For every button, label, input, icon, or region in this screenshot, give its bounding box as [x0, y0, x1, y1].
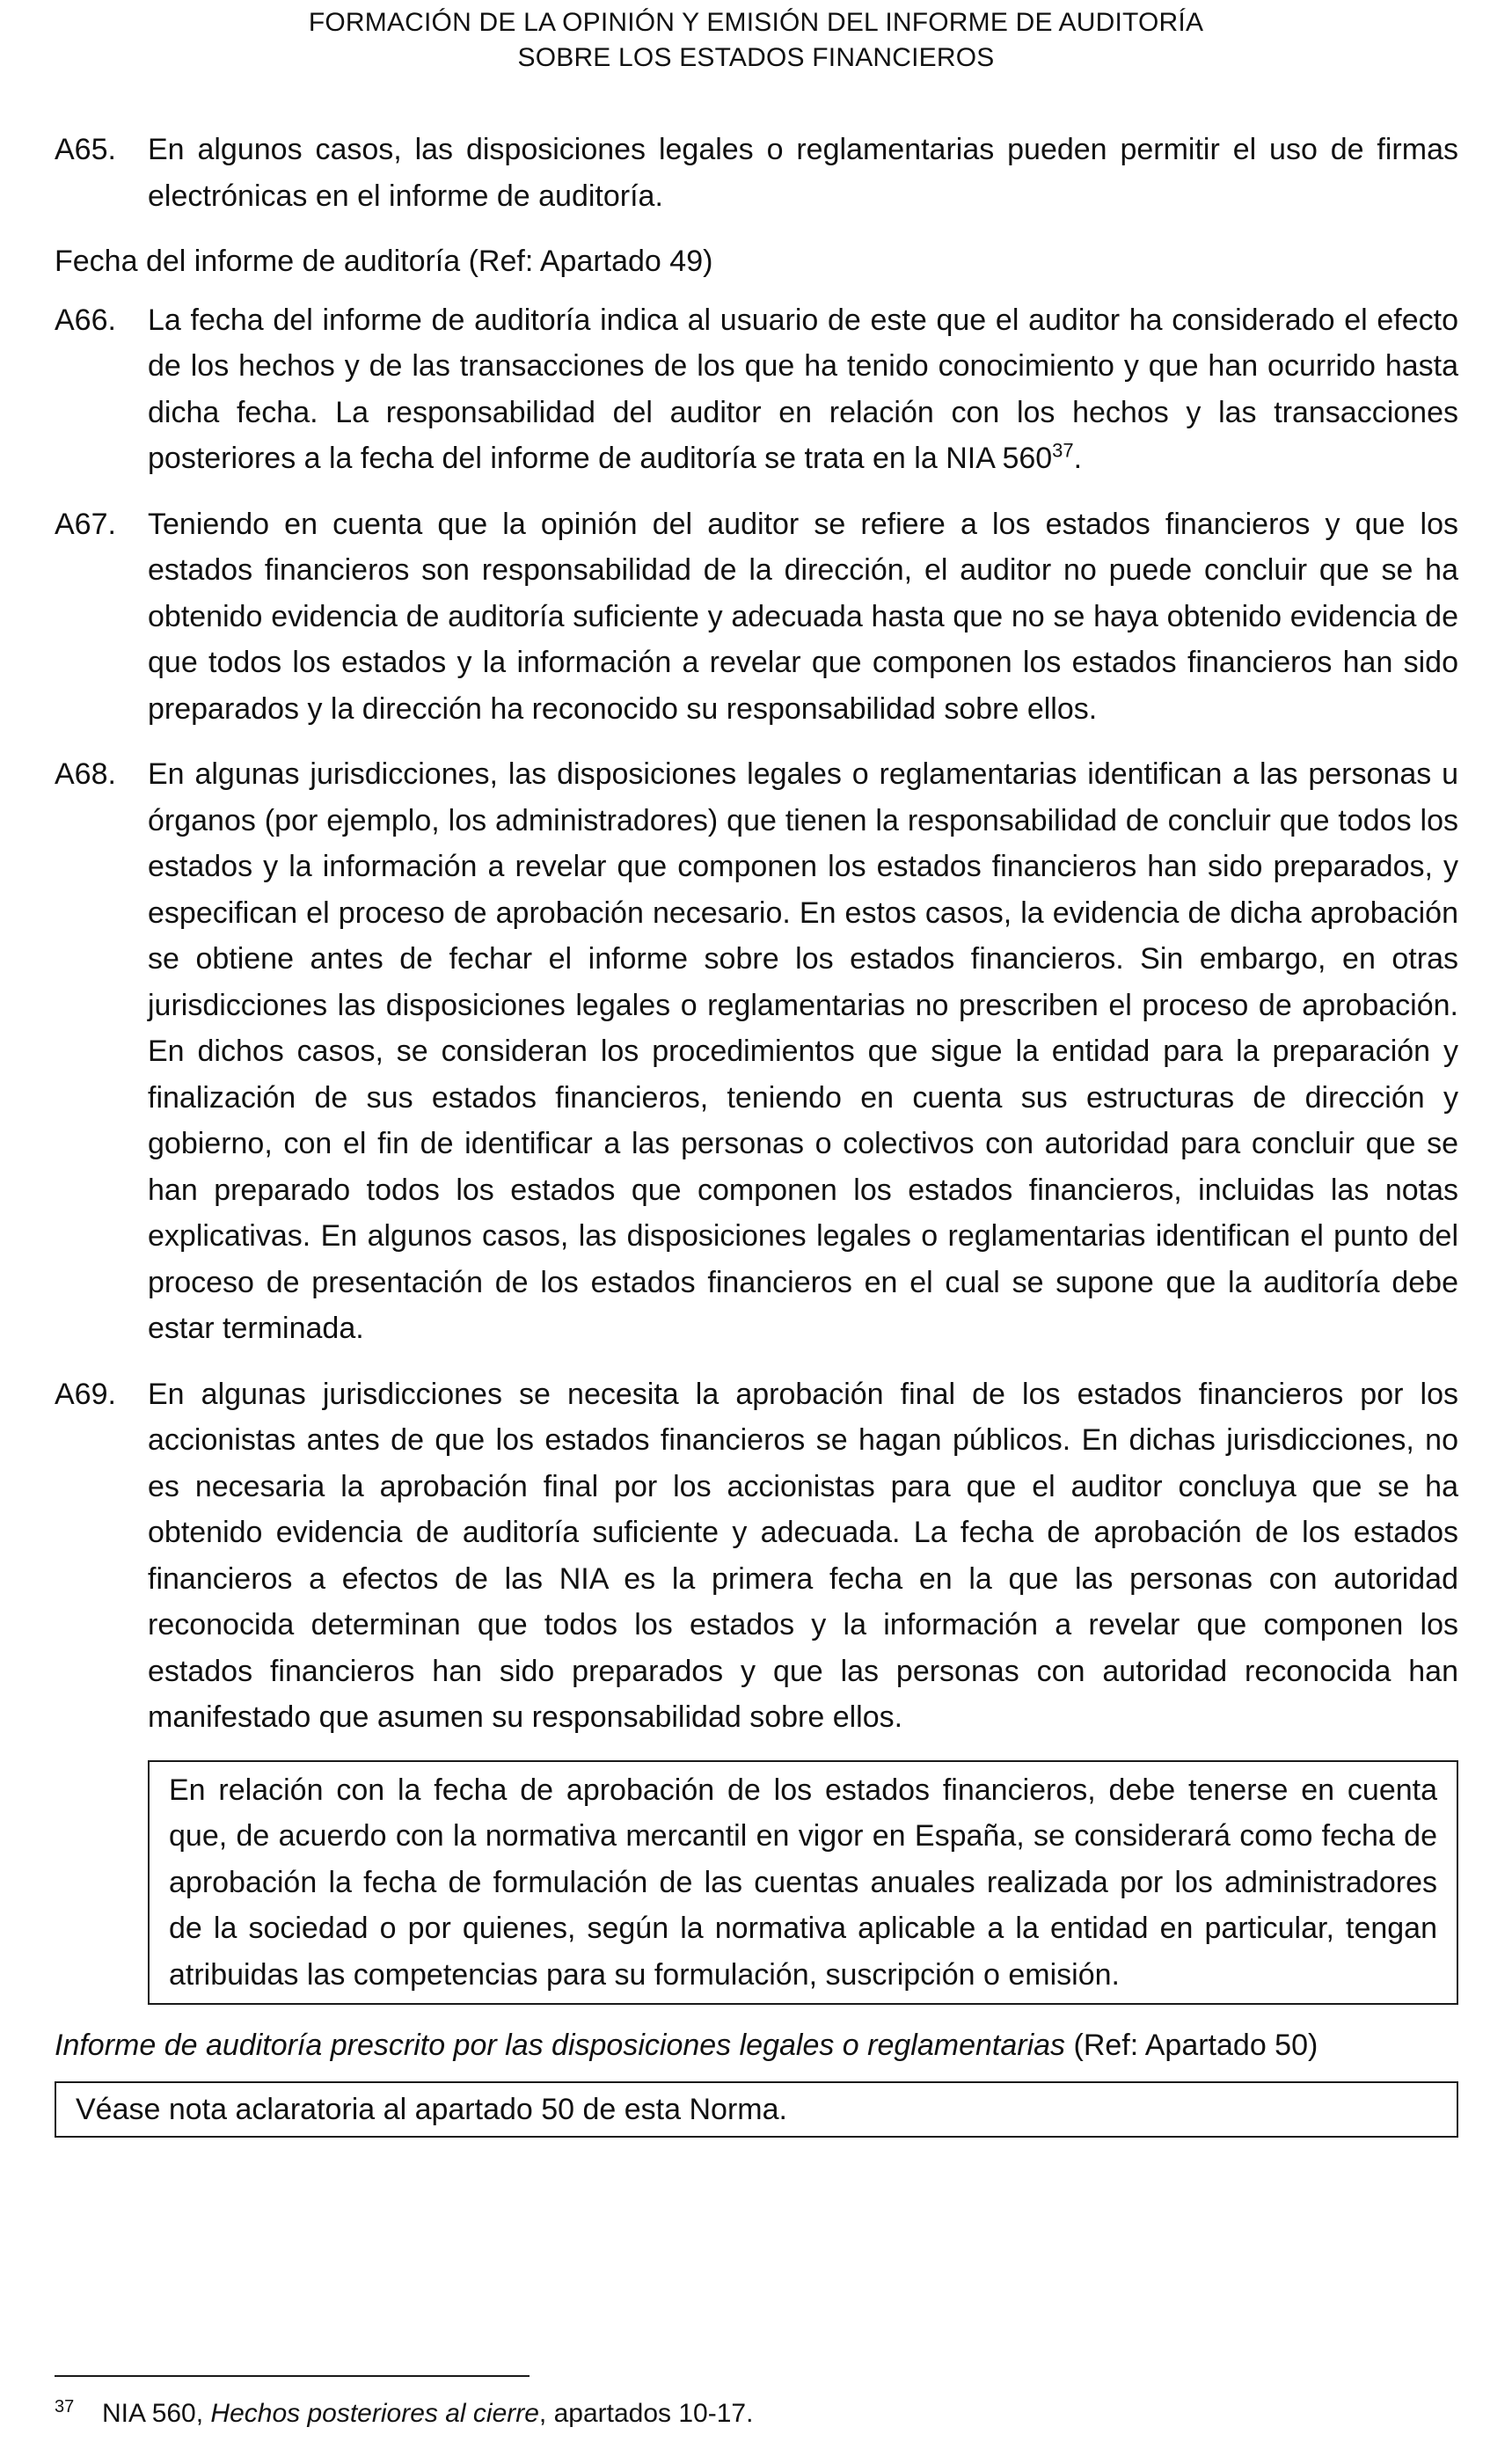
paragraph-text: En algunos casos, las disposiciones legales o reglamentarias pueden permitir el uso de firmas electrónicas en el informe de auditoría. — [148, 133, 1458, 213]
paragraph-text: En algunas jurisdicciones, las disposiciones legales o reglamentarias identifican a las personas u órganos (por ejemplo, los administradores) que tienen la responsabilidad de concluir que todos los estados y la información a revelar que componen los estados financieros han sido preparados, y especifican el proceso de aprobación necesario. En estos casos, la evidencia de dicha aprobación se obtiene antes de fechar el informe sobre los estados financieros. Sin embargo, en otras jurisdicciones las disposiciones legales o reglamentarias no prescriben el proceso de aprobación. En dichos casos, se consideran los procedimientos que sigue la entidad para la preparación y finalización de sus estados financieros, teniendo en cuenta sus estructuras de dirección y gobierno, con el fin de identificar a las personas o colectivos con autoridad para concluir que se han preparado todos los estados que componen los estados financieros, incluidas las notas explicativas. En algunos casos, las disposiciones legales o reglamentarias identifican el punto del proceso de presentación de los estados financieros en el cual se supone que la auditoría debe estar terminada. — [148, 757, 1458, 1345]
section-heading-informe — [55, 2022, 1458, 2069]
document-body — [55, 127, 1458, 2138]
paragraph-text: En algunas jurisdicciones se necesita la aprobación final de los estados financieros por los accionistas antes de que los estados financieros se hagan públicos. En dichas jurisdicciones, no es necesaria la aprobación final por los accionistas para que el auditor concluya que se ha obtenido evidencia de auditoría suficiente y adecuada. La fecha de aprobación de los estados financieros a efectos de las NIA es la primera fecha en la que las personas con autoridad reconocida determinan que todos los estados y la información a revelar que componen los estados financieros han sido preparados y que las personas con autoridad reconocida han manifestado que asumen su responsabilidad sobre ellos. — [148, 1377, 1458, 1734]
paragraph-a69 — [55, 1371, 1458, 1741]
footnote — [55, 2396, 753, 2431]
footnote-suffix: , apartados 10-17. — [538, 2399, 754, 2428]
paragraph-number: A66. — [55, 303, 116, 337]
footnote-prefix: NIA 560, — [102, 2399, 211, 2428]
paragraph-body: La fecha del informe de auditoría indica al usuario de este que el auditor ha considerado el efecto de los hechos y de las transacciones de los que ha tenido conocimiento y que han ocurrido hasta dicha fecha. La responsabilidad del auditor en relación con los hechos y las transacciones posteriores a la fecha del informe de auditoría se trata en la NIA 560 — [148, 303, 1458, 475]
heading-ref-text: (Ref: Apartado 50) — [1065, 2029, 1318, 2062]
paragraph-a66 — [55, 297, 1458, 482]
footnote-number: 37 — [55, 2397, 75, 2416]
heading-italic-text: Informe de auditoría prescrito por las disposiciones legales o reglamentarias — [55, 2029, 1066, 2062]
paragraph-text — [148, 297, 1458, 482]
spain-note-box: En relación con la fecha de aprobación de los estados financieros, debe tenerse en cuenta que, de acuerdo con la normativa mercantil en vigor en España, se considerará como fecha de aprobación la fecha de formulación de las cuentas anuales realizada por los administradores de la sociedad o por quienes, según la normativa aplicable a la entidad en particular, tengan atribuidas las competencias para su formulación, suscripción o emisión. — [148, 1760, 1458, 2006]
paragraph-end: . — [1073, 442, 1083, 475]
explanatory-note-box: Véase nota aclaratoria al apartado 50 de esta Norma. — [55, 2081, 1458, 2139]
paragraph-text: Teniendo en cuenta que la opinión del auditor se refiere a los estados financieros y que los estados financieros son responsabilidad de la dirección, el auditor no puede concluir que se ha obtenido evidencia de auditoría suficiente y adecuada hasta que no se haya obtenido evidencia de que todos los estados y la información a revelar que componen los estados financieros han sido preparados y la dirección ha reconocido su responsabilidad sobre ellos. — [148, 507, 1458, 726]
footnote-title: Hechos posteriores al cierre — [210, 2399, 539, 2428]
footnote-divider — [55, 2375, 530, 2377]
page-header — [0, 5, 1512, 76]
section-heading-fecha: Fecha del informe de auditoría (Ref: Apartado 49) — [55, 245, 713, 278]
header-line-2: SOBRE LOS ESTADOS FINANCIEROS — [517, 43, 995, 72]
paragraph-number: A67. — [55, 507, 116, 541]
paragraph-a67 — [55, 501, 1458, 733]
header-line-1: FORMACIÓN DE LA OPINIÓN Y EMISIÓN DEL INFORME DE AUDITORÍA — [308, 8, 1204, 37]
paragraph-number: A69. — [55, 1377, 116, 1411]
paragraph-number: A68. — [55, 757, 116, 791]
paragraph-number: A65. — [55, 133, 116, 166]
paragraph-a65 — [55, 127, 1458, 219]
paragraph-a68 — [55, 751, 1458, 1352]
footnote-reference[interactable]: 37 — [1052, 439, 1074, 462]
footnote-text — [102, 2396, 753, 2431]
